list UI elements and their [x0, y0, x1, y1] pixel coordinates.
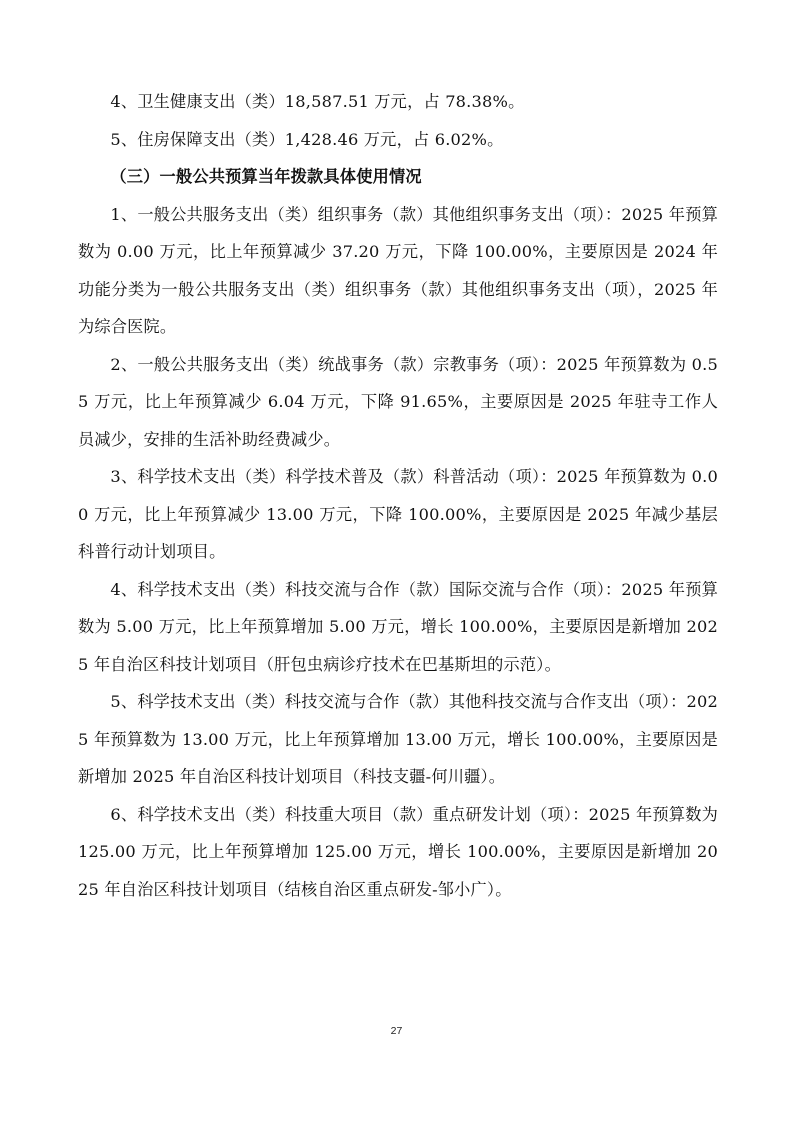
- list-item: 1、一般公共服务支出（类）组织事务（款）其他组织事务支出（项）：2025 年预算数为 0.00 万元，比上年预算减少 37.20 万元，下降 100.00%，主要原因是 2024 年功能分类为一般公共服务支出（类）组织事务（款）其他组织事务支出（项），2025 年为综合医院。: [78, 204, 718, 336]
- document-body: [78, 83, 718, 908]
- page-number: 27: [390, 1025, 403, 1037]
- section-heading: （三）一般公共预算当年拨款具体使用情况: [110, 167, 422, 186]
- list-item: 4、科学技术支出（类）科技交流与合作（款）国际交流与合作（项）：2025 年预算数为 5.00 万元，比上年预算增加 5.00 万元，增长 100.00%，主要原因是新增加 2025 年自治区科技计划项目（肝包虫病诊疗技术在巴基斯坦的示范）。: [78, 579, 718, 674]
- list-item: 5、科学技术支出（类）科技交流与合作（款）其他科技交流与合作支出（项）：2025 年预算数为 13.00 万元，比上年预算增加 13.00 万元，增长 100.00%，主要原因是新增加 2025 年自治区科技计划项目（科技支疆-何川疆）。: [78, 692, 718, 786]
- paragraph-housing-expenditure: 5、住房保障支出（类）1,428.46 万元，占 6.02%。: [110, 129, 504, 149]
- list-item: 3、科学技术支出（类）科学技术普及（款）科普活动（项）：2025 年预算数为 0.00 万元，比上年预算减少 13.00 万元，下降 100.00%，主要原因是 2025 年减少基层科普行动计划项目。: [78, 467, 718, 561]
- list-item: 2、一般公共服务支出（类）统战事务（款）宗教事务（项）：2025 年预算数为 0.55 万元，比上年预算减少 6.04 万元，下降 91.65%，主要原因是 2025 年驻寺工作人员减少，安排的生活补助经费减少。: [78, 354, 718, 449]
- list-item: 6、科学技术支出（类）科技重大项目（款）重点研发计划（项）：2025 年预算数为 125.00 万元，比上年预算增加 125.00 万元，增长 100.00%，主要原因是新增加 2025 年自治区科技计划项目（结核自治区重点研发-邹小广）。: [78, 804, 718, 899]
- paragraph-health-expenditure: 4、卫生健康支出（类）18,587.51 万元，占 78.38%。: [110, 92, 525, 111]
